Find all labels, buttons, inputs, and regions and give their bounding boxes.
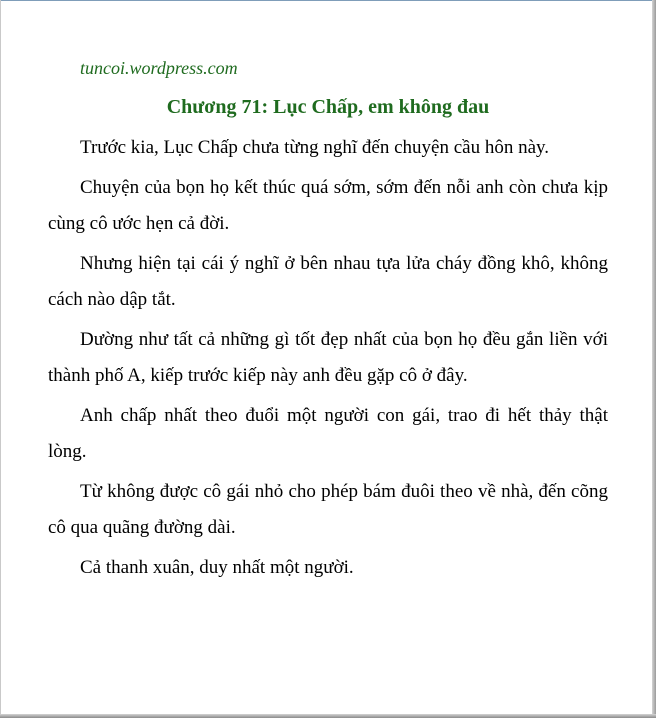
page-edge-left [0,0,1,718]
page-shadow-bottom [0,714,656,718]
page-shadow-right [652,0,656,718]
paragraph: Chuyện của bọn họ kết thúc quá sớm, sớm đến nỗi anh còn chưa kịp cùng cô ước hẹn cả đời. [48,177,608,234]
chapter-title: Chương 71: Lục Chấp, em không đau [166,96,490,118]
page-edge-top [0,0,656,1]
paragraph: Anh chấp nhất theo đuổi một người con gái, trao đi hết thảy thật lòng. [48,405,608,462]
paragraph: Trước kia, Lục Chấp chưa từng nghĩ đến chuyện cầu hôn này. [80,137,550,158]
paragraph: Từ không được cô gái nhỏ cho phép bám đuôi theo về nhà, đến cõng cô qua quãng đường dài. [48,481,608,538]
paragraph: Nhưng hiện tại cái ý nghĩ ở bên nhau tựa lửa cháy đồng khô, không cách nào dập tắt. [48,253,608,310]
document-page [48,56,608,590]
site-link[interactable]: tuncoi.wordpress.com [80,58,238,78]
paragraph: Dường như tất cả những gì tốt đẹp nhất của bọn họ đều gắn liền với thành phố A, kiếp trước kiếp này anh đều gặp cô ở đây. [48,329,608,386]
paragraph: Cả thanh xuân, duy nhất một người. [80,557,354,578]
